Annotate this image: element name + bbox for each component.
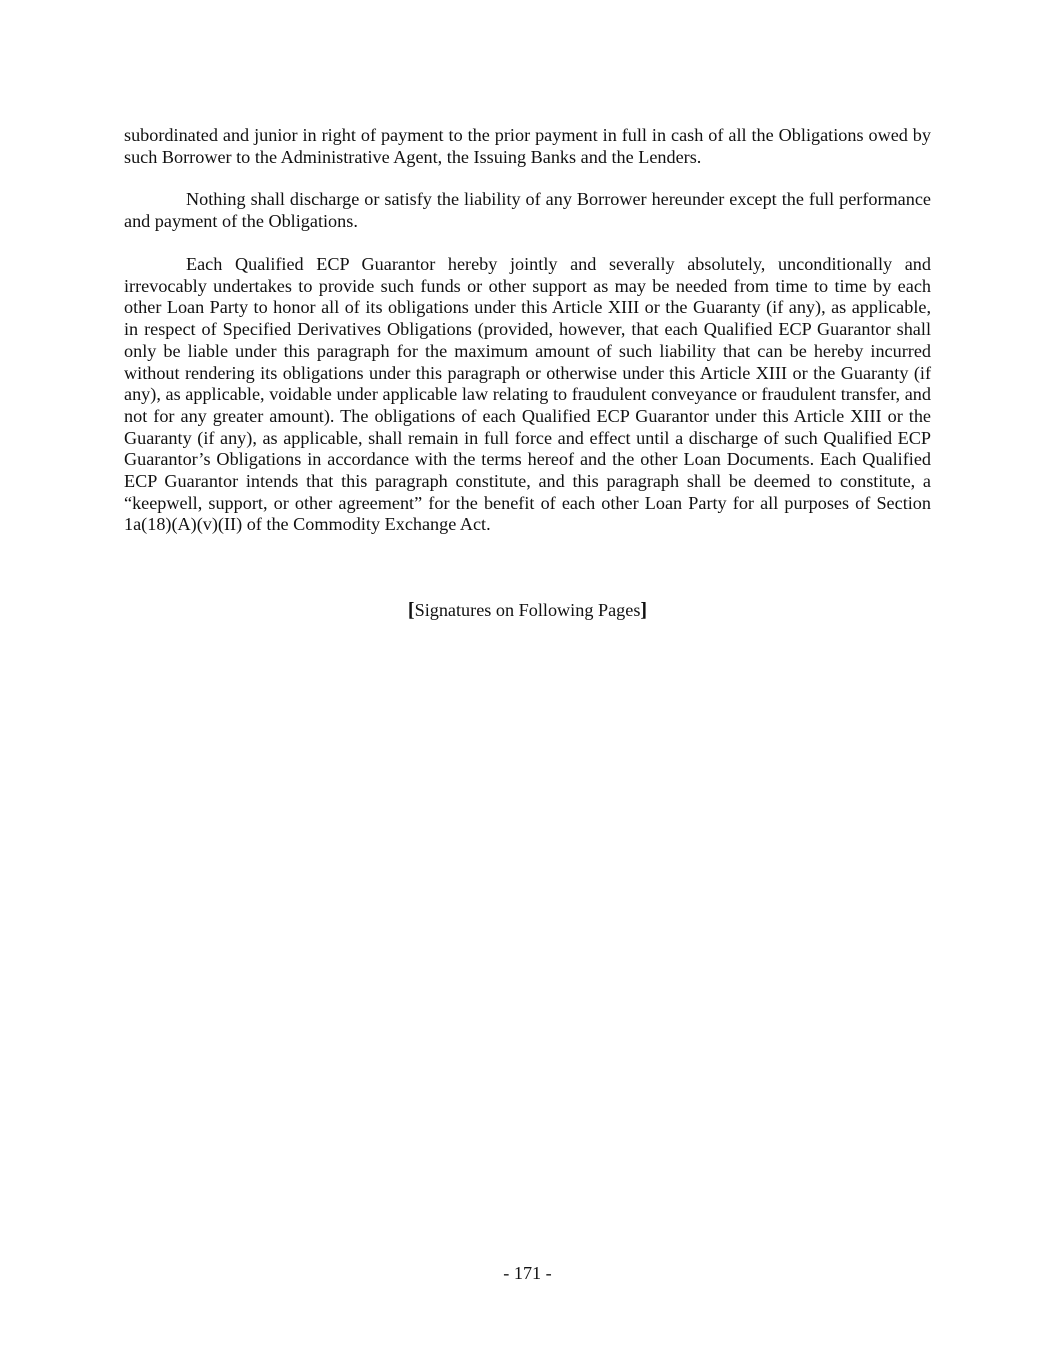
page-number: - 171 - <box>503 1263 552 1283</box>
open-bracket: [ <box>407 599 415 621</box>
paragraph-discharge: Nothing shall discharge or satisfy the liability of any Borrower hereunder except the full performance and payment of the Obligations. <box>124 189 931 231</box>
close-bracket: ] <box>640 599 648 621</box>
paragraph-keepwell: Each Qualified ECP Guarantor hereby jointly and severally absolutely, unconditionally and irrevocably undertakes to provide such funds or other support as may be needed from time to time by each other Loan Party to honor all of its obligations under this Article XIII or the Guaranty (if any), as applicable, in respect of Specified Derivatives Obligations (provided, however, that each Qualified ECP Guarantor shall only be liable under this paragraph for the maximum amount of such liability that can be hereby incurred without rendering its obligations under this paragraph or otherwise under this Article XIII or the Guaranty (if any), as applicable, voidable under applicable law relating to fraudulent conveyance or fraudulent transfer, and not for any greater amount). The obligations of each Qualified ECP Guarantor under this Article XIII or the Guaranty (if any), as applicable, shall remain in full force and effect until a discharge of such Qualified ECP Guarantor’s Obligations in accordance with the terms hereof and the other Loan Documents. Each Qualified ECP Guarantor intends that this paragraph constitute, and this paragraph shall be deemed to constitute, a “keepwell, support, or other agreement” for the benefit of each other Loan Party for all purposes of Section 1a(18)(A)(v)(II) of the Commodity Exchange Act. <box>124 254 931 535</box>
paragraph-continuation: subordinated and junior in right of payment to the prior payment in full in cash of all the Obligations owed by such Borrower to the Administrative Agent, the Issuing Banks and the Lenders. <box>124 125 931 167</box>
signatures-notice <box>0 599 1055 621</box>
signatures-text: Signatures on Following Pages <box>414 600 641 620</box>
